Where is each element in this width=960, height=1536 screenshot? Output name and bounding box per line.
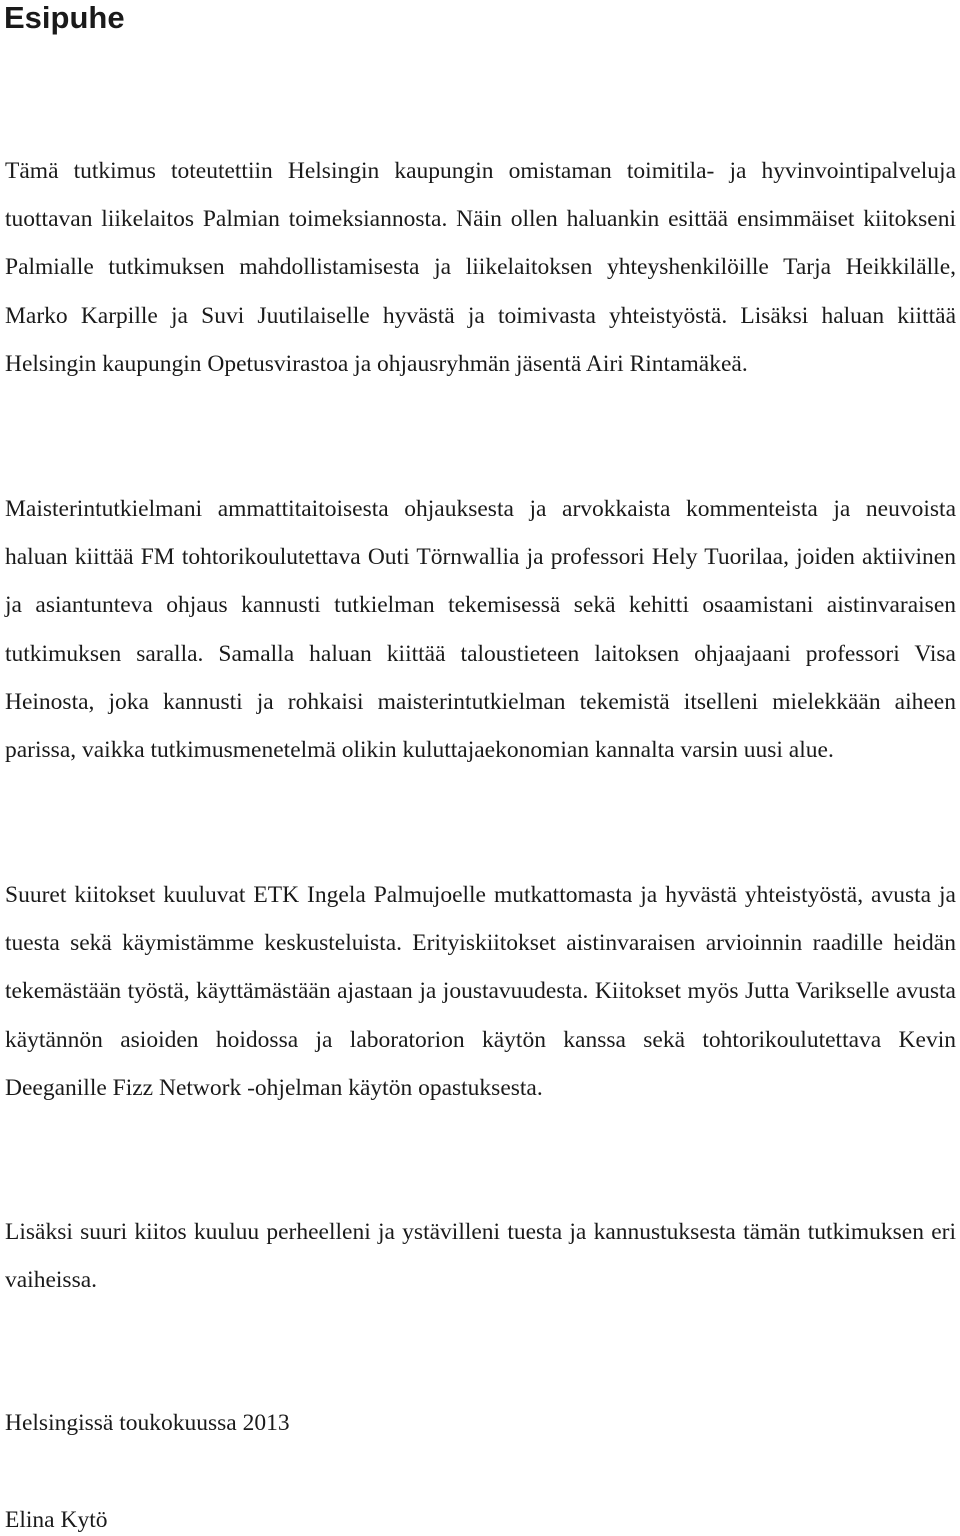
paragraph-3: Suuret kiitokset kuuluvat ETK Ingela Palmujoelle mutkattomasta ja hyvästä yhteistyöstä, avusta ja tuesta sekä käymistämme keskusteluista. Erityiskiitokset aistinvaraisen arvioinnin raadille heidän tekemästään työstä, käyttämästään ajastaan ja joustavuudesta. Kiitokset myös Jutta Varikselle avusta käytännön asioiden hoidossa ja laboratorion käytön kanssa sekä tohtorikoulutettava Kevin Deeganille Fizz Network -ohjelman käytön opastuksesta. xyxy=(5,882,956,1101)
signature-author: Elina Kytö xyxy=(5,1507,108,1533)
paragraph-4: Lisäksi suuri kiitos kuuluu perheelleni ja ystävilleni tuesta ja kannustuksesta tämän tutkimuksen eri vaiheissa. xyxy=(5,1219,956,1294)
paragraph-2: Maisterintutkielmani ammattitaitoisesta ohjauksesta ja arvokkaista kommenteista ja neuvoista haluan kiittää FM tohtorikoulutettava Outi Törnwallia ja professori Hely Tuorilaa, joiden aktiivinen ja asiantunteva ohjaus kannusti tutkielman tekemisessä sekä kehitti osaamistani aistinvaraisen tutkimuksen saralla. Samalla haluan kiittää taloustieteen laitoksen ohjaajaani professori Visa Heinosta, joka kannusti ja rohkaisi maisterintutkielman tekemistä itselleni mielekkään aiheen parissa, vaikka tutkimusmenetelmä olikin kuluttajaekonomian kannalta varsin uusi alue. xyxy=(5,496,956,764)
page-title: Esipuhe xyxy=(4,0,125,35)
signature-place-date: Helsingissä toukokuussa 2013 xyxy=(5,1410,290,1436)
paragraph-1: Tämä tutkimus toteutettiin Helsingin kaupungin omistaman toimitila- ja hyvinvointipalveluja tuottavan liikelaitos Palmian toimeksiannosta. Näin ollen haluankin esittää ensimmäiset kiitokseni Palmialle tutkimuksen mahdollistamisesta ja liikelaitoksen yhteyshenkilöille Tarja Heikkilälle, Marko Karpille ja Suvi Juutilaiselle hyvästä ja toimivasta yhteistyöstä. Lisäksi haluan kiittää Helsingin kaupungin Opetusvirastoa ja ohjausryhmän jäsentä Airi Rintamäkeä. xyxy=(5,158,956,377)
